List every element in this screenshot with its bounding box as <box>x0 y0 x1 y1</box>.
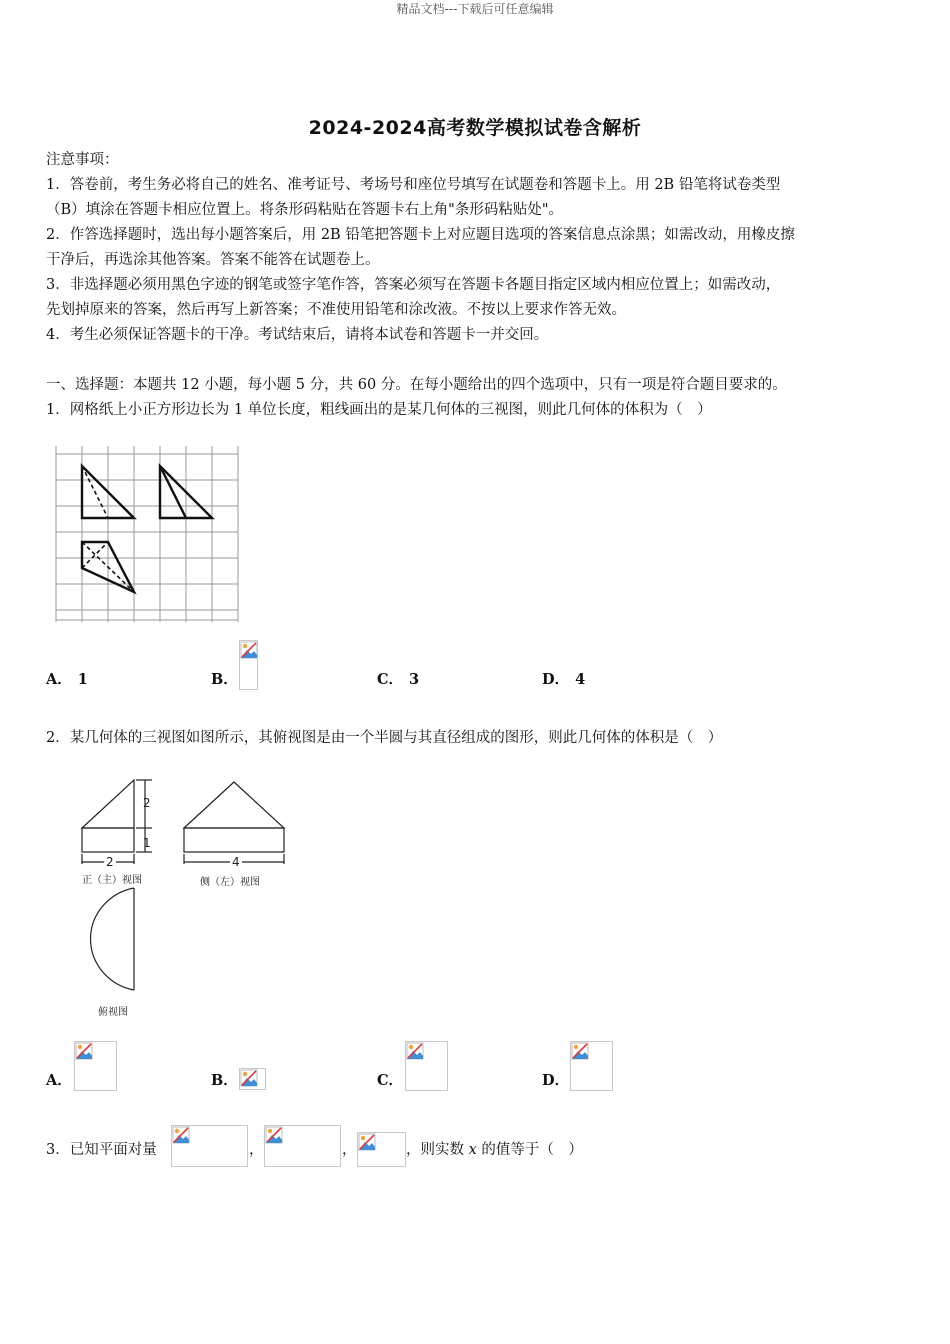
q2-top-view <box>74 884 144 996</box>
q2-option-b-image <box>239 1068 266 1090</box>
q1-option-b-image <box>239 640 258 690</box>
q2-front-view-label: 正（主）视图 <box>82 875 142 886</box>
question-2-stem: 2．某几何体的三视图如图所示，其俯视图是由一个半圆与其直径组成的图形，则此几何体的体积是（ ） <box>46 730 723 746</box>
q2-dim-1-vertical: 1 <box>143 836 151 850</box>
q2-option-d[interactable]: D． <box>542 1072 570 1089</box>
notice-line: 先划掉原来的答案，然后再写上新答案；不准使用铅笔和涂改液。不按以上要求作答无效。 <box>46 302 626 318</box>
q2-option-a-image <box>74 1041 117 1091</box>
question-3-prefix: 3．已知平面对量 <box>46 1142 157 1158</box>
broken-image-icon <box>358 1133 376 1151</box>
question-1-stem: 1．网格纸上小正方形边长为 1 单位长度，粗线画出的是某几何体的三视图，则此几何体的体积为（ ） <box>46 402 712 418</box>
notice-line: 干净后，再选涂其他答案。答案不能答在试题卷上。 <box>46 252 380 268</box>
broken-image-icon <box>240 641 258 659</box>
notice-line: 3．非选择题必须用黑色字迹的钢笔或签字笔作答，答案必须写在答题卡各题目指定区域内相应位置上；如需改动， <box>46 277 781 293</box>
q3-separator: ， <box>342 1142 357 1158</box>
notice-line: 4．考生必须保证答题卡的干净。考试结束后，请将本试卷和答题卡一并交回。 <box>46 327 549 343</box>
notice-line: （B）填涂在答题卡相应位置上。将条形码粘贴在答题卡右上角"条形码粘贴处"。 <box>46 202 563 218</box>
q2-dim-2-vertical: 2 <box>143 796 151 810</box>
q2-dim-2-horizontal: 2 <box>106 855 114 869</box>
broken-image-icon <box>571 1042 589 1060</box>
q2-option-c[interactable]: C． <box>377 1072 404 1089</box>
q3-vector-b-image <box>264 1125 341 1167</box>
q1-option-d[interactable]: D． 4 <box>542 671 586 688</box>
broken-image-icon <box>240 1069 258 1087</box>
broken-image-icon <box>75 1042 93 1060</box>
q3-condition-image <box>357 1132 406 1167</box>
broken-image-icon <box>406 1042 424 1060</box>
q2-option-d-image <box>570 1041 613 1091</box>
header-note: 精品文档---下载后可任意编辑 <box>396 2 554 16</box>
notice-line: 1．答卷前，考生务必将自己的姓名、准考证号、考场号和座位号填写在试题卷和答题卡上。用 2B 铅笔将试卷类型 <box>46 177 781 193</box>
q2-option-b[interactable]: B． <box>211 1072 238 1089</box>
q3-vector-a-image <box>171 1125 248 1167</box>
notice-heading: 注意事项： <box>46 152 119 168</box>
q1-option-b[interactable]: B． <box>211 671 238 688</box>
q2-option-c-image <box>405 1041 448 1091</box>
q3-separator: ， <box>249 1142 264 1158</box>
q2-front-view <box>72 776 162 868</box>
section-heading: 一、选择题：本题共 12 小题，每小题 5 分，共 60 分。在每小题给出的四个选项中，只有一项是符合题目要求的。 <box>46 377 787 393</box>
notice-line: 2．作答选择题时，选出每小题答案后，用 2B 铅笔把答题卡上对应题目选项的答案信息点涂黑；如需改动，用橡皮擦 <box>46 227 795 243</box>
broken-image-icon <box>172 1126 190 1144</box>
q1-three-view-figure <box>50 444 244 624</box>
question-3-suffix: ，则实数 x 的值等于（ ） <box>406 1142 583 1158</box>
q2-side-view-label: 侧（左）视图 <box>200 877 260 888</box>
q1-option-c[interactable]: C． 3 <box>377 671 420 688</box>
q3-variable: x <box>468 1142 477 1158</box>
broken-image-icon <box>265 1126 283 1144</box>
q2-option-a[interactable]: A． <box>46 1072 72 1089</box>
q1-option-a[interactable]: A． 1 <box>46 671 88 688</box>
q2-dim-4-horizontal: 4 <box>232 855 240 869</box>
q2-top-view-label: 俯视图 <box>98 1007 128 1018</box>
page-title: 2024-2024高考数学模拟试卷含解析 <box>308 117 642 139</box>
